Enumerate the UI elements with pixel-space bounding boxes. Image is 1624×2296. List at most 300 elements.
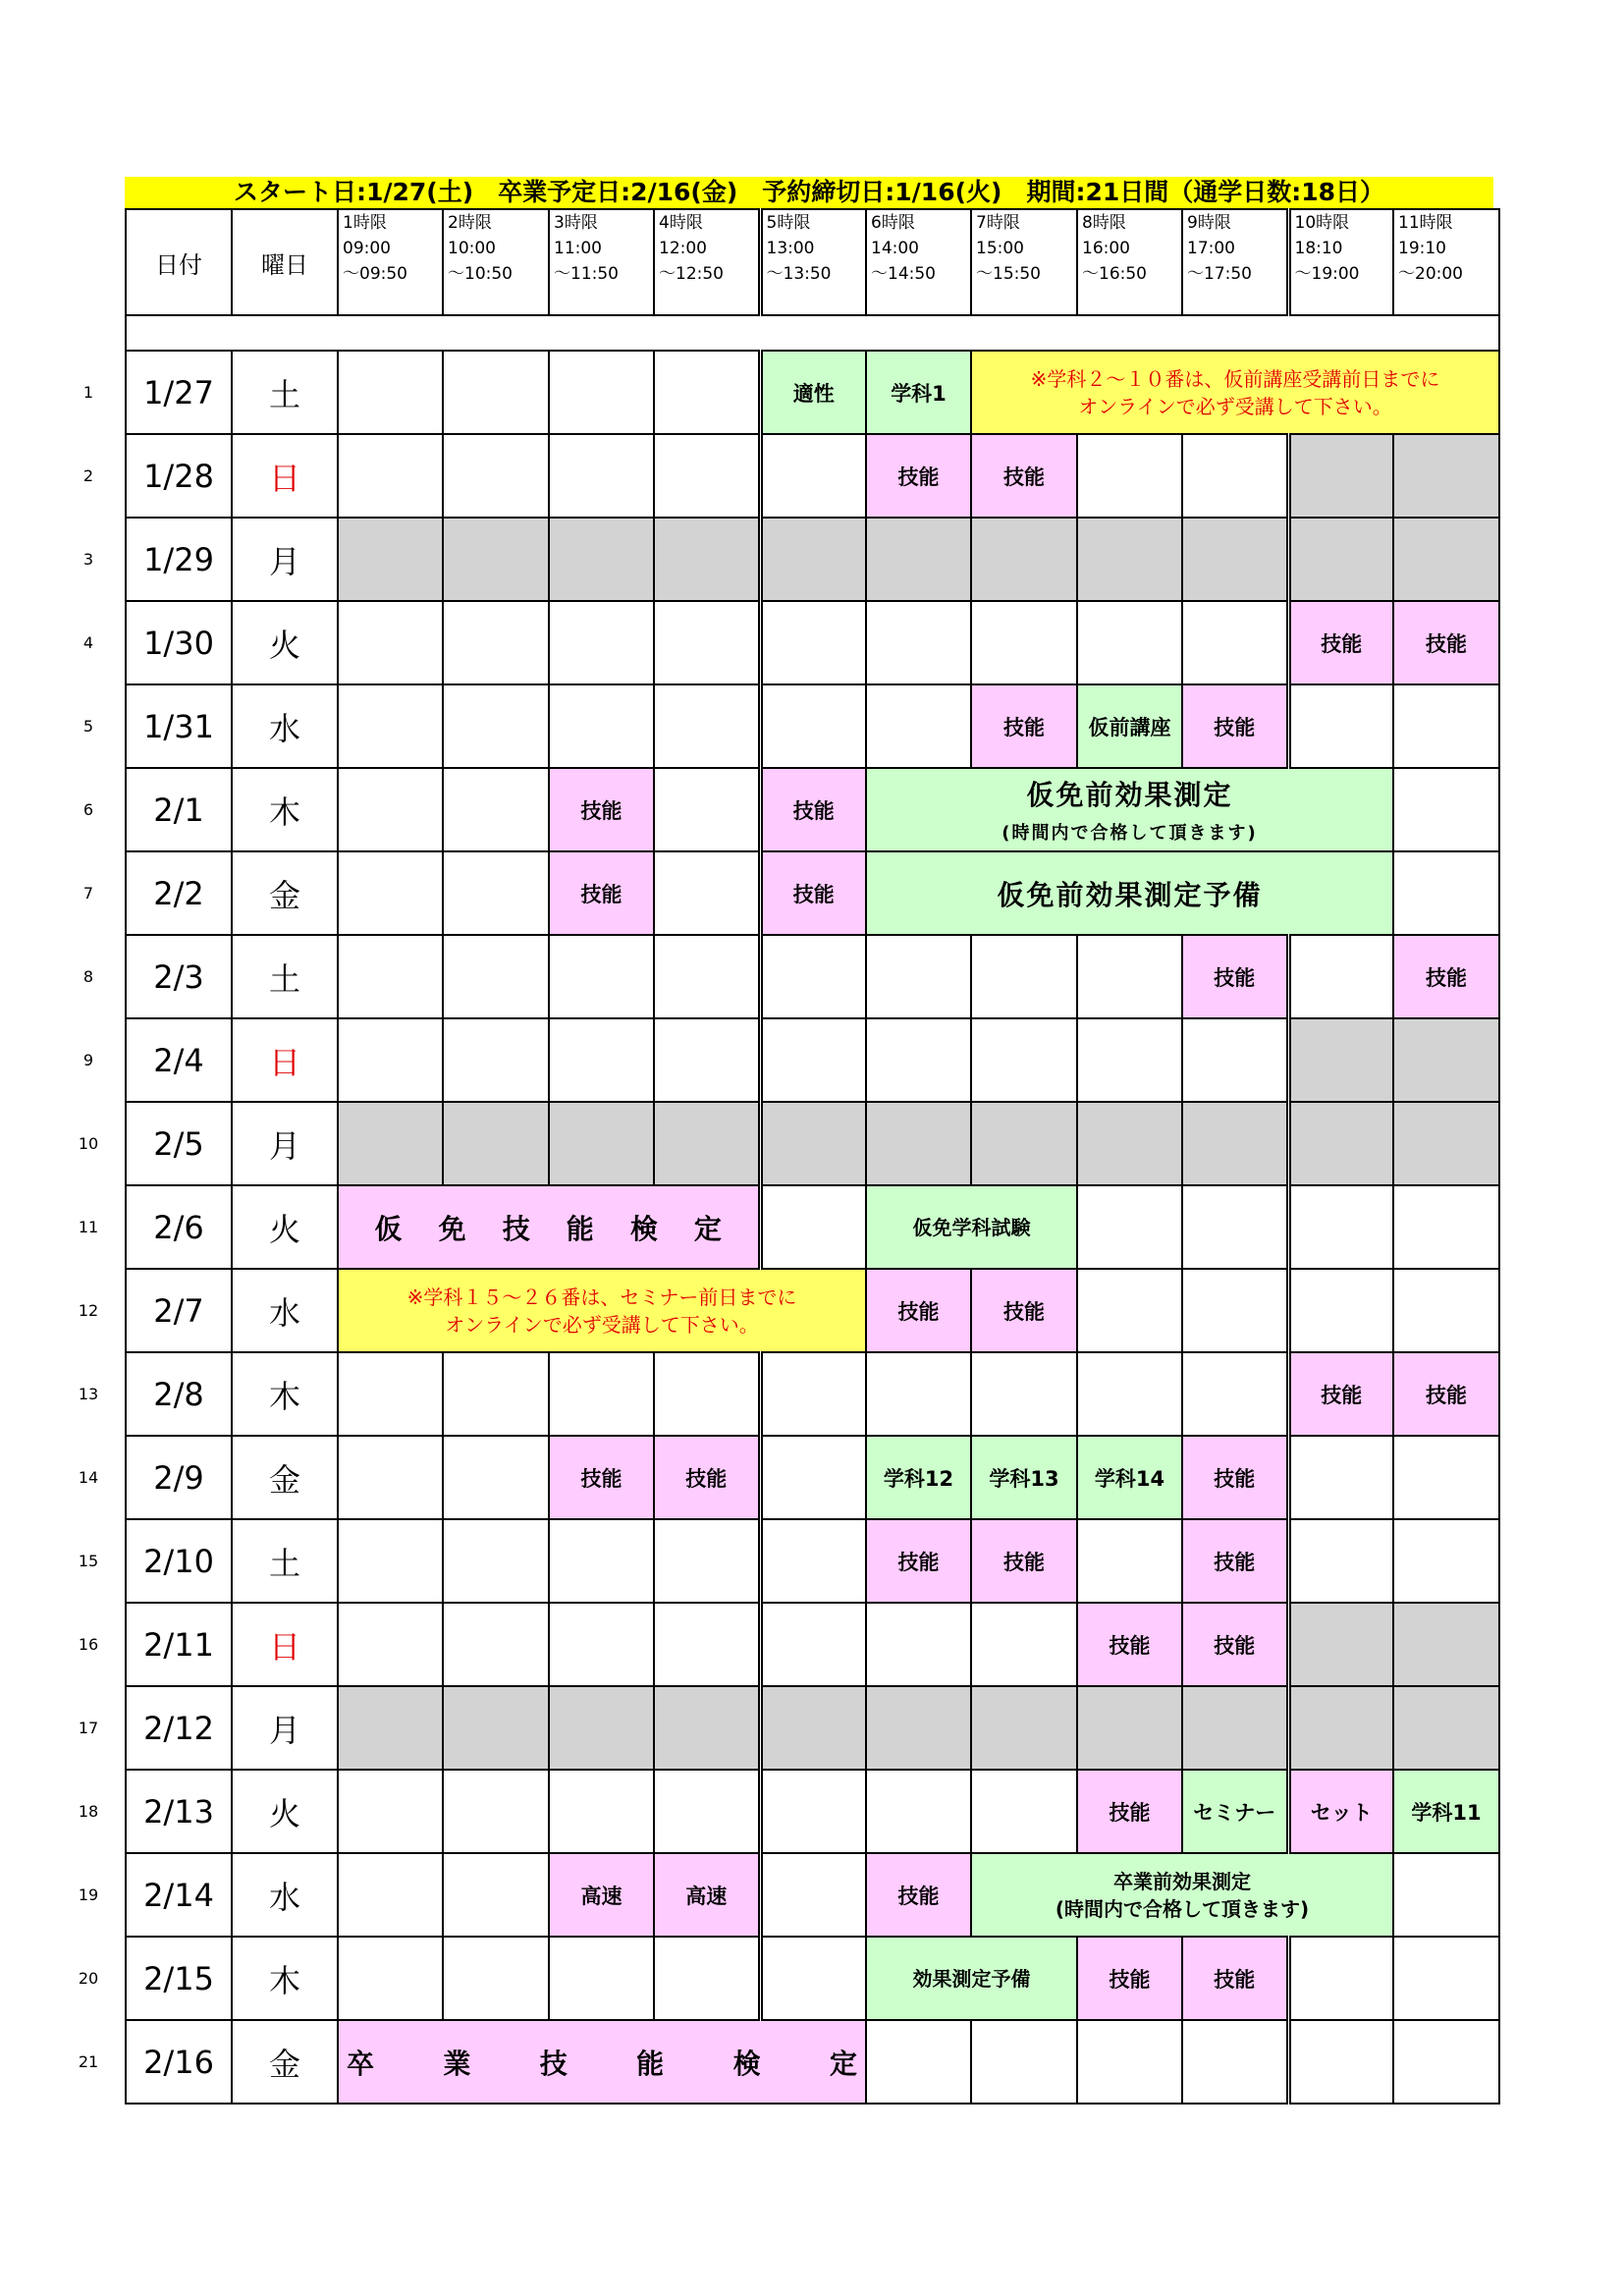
empty-slot-cell: [443, 768, 549, 851]
period-header-6: 6時限 14:00 ～14:50: [866, 209, 971, 315]
weekday-cell: 月: [232, 1686, 338, 1770]
empty-slot-cell: [338, 1603, 443, 1686]
empty-slot-cell: [1288, 434, 1393, 518]
empty-slot-cell: [443, 851, 549, 935]
empty-slot-cell: [866, 1102, 971, 1185]
empty-slot-cell: [549, 1937, 654, 2020]
empty-slot-cell: [654, 1686, 760, 1770]
slot-cell: 技能: [1182, 1519, 1288, 1603]
date-cell: 2/3: [126, 935, 232, 1018]
slot-cell: 技能: [1182, 1603, 1288, 1686]
period-header-10: 10時限 18:10 ～19:00: [1288, 209, 1393, 315]
empty-slot-cell: [971, 1102, 1077, 1185]
empty-slot-cell: [338, 1853, 443, 1937]
weekday-cell: 金: [232, 1436, 338, 1519]
empty-slot-cell: [760, 434, 866, 518]
row-number: 18: [78, 1801, 99, 1821]
weekday-cell: 土: [232, 1519, 338, 1603]
cell-subtext: (時間内で合格して頂きます): [1001, 823, 1258, 844]
empty-slot-cell: [654, 601, 760, 684]
slot-cell: 技能: [971, 1269, 1077, 1352]
row-number: 1: [82, 382, 94, 402]
row-number: 6: [82, 799, 94, 819]
slot-cell: 技能: [866, 1269, 971, 1352]
row-number: 19: [78, 1885, 99, 1904]
empty-slot-cell: [443, 1352, 549, 1436]
schedule-row: [126, 518, 1499, 601]
empty-slot-cell: [1182, 2020, 1288, 2104]
period-header-2: 2時限 10:00 ～10:50: [443, 209, 549, 315]
empty-slot-cell: [1288, 1519, 1393, 1603]
empty-slot-cell: [338, 1937, 443, 2020]
empty-slot-cell: [338, 851, 443, 935]
slot-cell: 技能: [760, 768, 866, 851]
period-header-4: 4時限 12:00 ～12:50: [654, 209, 760, 315]
empty-slot-cell: [1393, 684, 1499, 768]
empty-slot-cell: [654, 684, 760, 768]
row-number: 5: [82, 716, 94, 736]
row-number: 16: [78, 1634, 99, 1654]
empty-slot-cell: [443, 935, 549, 1018]
empty-slot-cell: [1288, 1102, 1393, 1185]
schedule-row: [126, 1185, 1499, 1269]
empty-slot-cell: [654, 351, 760, 434]
date-cell: 2/1: [126, 768, 232, 851]
slot-cell: ※学科１５～２６番は、セミナー前日までに オンラインで必ず受講して下さい。: [338, 1269, 866, 1352]
slot-cell: 技能: [1182, 1937, 1288, 2020]
empty-slot-cell: [549, 1686, 654, 1770]
period-header-8: 8時限 16:00 ～16:50: [1077, 209, 1182, 315]
row-number: 8: [82, 966, 94, 986]
slot-cell: 学科14: [1077, 1436, 1182, 1519]
period-header-3: 3時限 11:00 ～11:50: [549, 209, 654, 315]
empty-slot-cell: [1393, 434, 1499, 518]
date-cell: 2/14: [126, 1853, 232, 1937]
empty-slot-cell: [1288, 935, 1393, 1018]
empty-slot-cell: [654, 1102, 760, 1185]
schedule-row: [126, 1102, 1499, 1185]
empty-slot-cell: [1288, 2020, 1393, 2104]
empty-slot-cell: [549, 1519, 654, 1603]
period-header-9: 9時限 17:00 ～17:50: [1182, 209, 1288, 315]
empty-slot-cell: [443, 1436, 549, 1519]
slot-cell: 仮免学科試験: [866, 1185, 1077, 1269]
header-row: [126, 209, 1499, 315]
empty-slot-cell: [1288, 684, 1393, 768]
slot-cell: 学科13: [971, 1436, 1077, 1519]
date-header: 日付: [126, 209, 232, 315]
empty-slot-cell: [1077, 1352, 1182, 1436]
weekday-cell: 水: [232, 684, 338, 768]
empty-slot-cell: [760, 684, 866, 768]
date-cell: 2/16: [126, 2020, 232, 2104]
slot-cell: 技能: [549, 1436, 654, 1519]
empty-slot-cell: [443, 1853, 549, 1937]
empty-slot-cell: [654, 434, 760, 518]
slot-cell: 技能: [1182, 1436, 1288, 1519]
weekday-cell: 火: [232, 1185, 338, 1269]
empty-slot-cell: [338, 1686, 443, 1770]
empty-slot-cell: [1077, 1185, 1182, 1269]
empty-slot-cell: [443, 518, 549, 601]
empty-slot-cell: [1077, 434, 1182, 518]
date-cell: 2/7: [126, 1269, 232, 1352]
empty-slot-cell: [443, 1937, 549, 2020]
empty-slot-cell: [1182, 1352, 1288, 1436]
empty-slot-cell: [1077, 1269, 1182, 1352]
empty-slot-cell: [1077, 1102, 1182, 1185]
slot-cell: 適性: [760, 351, 866, 434]
slot-cell: 効果測定予備: [866, 1937, 1077, 2020]
empty-slot-cell: [1288, 1937, 1393, 2020]
slot-cell: セット: [1288, 1770, 1393, 1853]
schedule-row: [126, 601, 1499, 684]
date-cell: 1/27: [126, 351, 232, 434]
empty-slot-cell: [971, 518, 1077, 601]
slot-cell: ※学科２～１０番は、仮前講座受講前日までに オンラインで必ず受講して下さい。: [971, 351, 1499, 434]
row-number: 2: [82, 465, 94, 485]
empty-slot-cell: [971, 935, 1077, 1018]
schedule-row: [126, 1937, 1499, 2020]
empty-slot-cell: [549, 1770, 654, 1853]
empty-slot-cell: [1182, 434, 1288, 518]
empty-slot-cell: [760, 1853, 866, 1937]
empty-slot-cell: [760, 1519, 866, 1603]
slot-cell: セミナー: [1182, 1770, 1288, 1853]
empty-slot-cell: [338, 1436, 443, 1519]
date-cell: 2/2: [126, 851, 232, 935]
weekday-cell: 火: [232, 601, 338, 684]
row-number: 14: [78, 1467, 99, 1487]
schedule-row: [126, 768, 1499, 851]
row-number: 9: [82, 1050, 94, 1069]
empty-slot-cell: [1182, 1018, 1288, 1102]
empty-slot-cell: [1393, 2020, 1499, 2104]
row-number: 21: [78, 2051, 99, 2071]
empty-slot-cell: [760, 518, 866, 601]
weekday-cell: 日: [232, 1603, 338, 1686]
schedule-banner: スタート日:1/27(土) 卒業予定日:2/16(金) 予約締切日:1/16(火) 期間:21日間（通学日数:18日）: [125, 177, 1493, 208]
empty-slot-cell: [760, 1436, 866, 1519]
empty-slot-cell: [971, 1352, 1077, 1436]
empty-slot-cell: [654, 1603, 760, 1686]
slot-cell: 技能: [866, 434, 971, 518]
empty-slot-cell: [760, 1770, 866, 1853]
weekday-cell: 木: [232, 1352, 338, 1436]
row-number: 17: [78, 1718, 99, 1737]
weekday-cell: 金: [232, 2020, 338, 2104]
schedule-row: [126, 1018, 1499, 1102]
slot-cell: 技能: [549, 851, 654, 935]
schedule-row: [126, 1269, 1499, 1352]
empty-slot-cell: [1182, 518, 1288, 601]
empty-slot-cell: [866, 1686, 971, 1770]
date-cell: 2/15: [126, 1937, 232, 2020]
empty-slot-cell: [654, 1352, 760, 1436]
empty-slot-cell: [866, 2020, 971, 2104]
spacer-row: [126, 315, 1499, 351]
slot-cell: 技能: [971, 1519, 1077, 1603]
row-number: 3: [82, 549, 94, 569]
empty-slot-cell: [866, 601, 971, 684]
schedule-row: [126, 434, 1499, 518]
slot-cell: 技能: [1077, 1603, 1182, 1686]
empty-slot-cell: [549, 434, 654, 518]
slot-cell: 卒業前効果測定 (時間内で合格して頂きます): [971, 1853, 1393, 1937]
empty-slot-cell: [760, 1686, 866, 1770]
empty-slot-cell: [1393, 1436, 1499, 1519]
date-cell: 1/31: [126, 684, 232, 768]
date-cell: 2/4: [126, 1018, 232, 1102]
empty-slot-cell: [338, 1770, 443, 1853]
empty-slot-cell: [338, 1352, 443, 1436]
empty-slot-cell: [1288, 1185, 1393, 1269]
empty-slot-cell: [1077, 518, 1182, 601]
empty-slot-cell: [1393, 1018, 1499, 1102]
weekday-cell: 月: [232, 518, 338, 601]
empty-slot-cell: [443, 1102, 549, 1185]
date-cell: 2/5: [126, 1102, 232, 1185]
empty-slot-cell: [338, 601, 443, 684]
date-cell: 2/8: [126, 1352, 232, 1436]
empty-slot-cell: [1288, 1269, 1393, 1352]
empty-slot-cell: [1288, 1018, 1393, 1102]
empty-slot-cell: [443, 1686, 549, 1770]
schedule-row: [126, 1770, 1499, 1853]
empty-slot-cell: [760, 1603, 866, 1686]
date-cell: 1/30: [126, 601, 232, 684]
schedule-row: [126, 1603, 1499, 1686]
slot-cell: 技能: [1393, 935, 1499, 1018]
empty-slot-cell: [443, 684, 549, 768]
slot-cell: 技能: [549, 768, 654, 851]
slot-cell: 技能: [1393, 601, 1499, 684]
slot-cell: 技能: [1393, 1352, 1499, 1436]
row-number: 20: [78, 1968, 99, 1988]
empty-slot-cell: [866, 518, 971, 601]
empty-slot-cell: [443, 601, 549, 684]
empty-slot-cell: [1077, 2020, 1182, 2104]
slot-cell: 技能: [1182, 684, 1288, 768]
weekday-cell: 木: [232, 768, 338, 851]
slot-cell: 仮免前効果測定予備: [866, 851, 1393, 935]
slot-cell: 仮前講座: [1077, 684, 1182, 768]
empty-slot-cell: [443, 1519, 549, 1603]
schedule-row: [126, 684, 1499, 768]
empty-slot-cell: [338, 768, 443, 851]
slot-cell: 技能: [760, 851, 866, 935]
empty-slot-cell: [1393, 1686, 1499, 1770]
spaced-label: 仮 免 技 能 検 定: [374, 1212, 722, 1245]
empty-slot-cell: [443, 351, 549, 434]
weekday-cell: 日: [232, 1018, 338, 1102]
date-cell: 1/28: [126, 434, 232, 518]
empty-slot-cell: [1077, 1018, 1182, 1102]
empty-slot-cell: [760, 1185, 866, 1269]
empty-slot-cell: [1077, 935, 1182, 1018]
period-header-5: 5時限 13:00 ～13:50: [760, 209, 866, 315]
period-header-1: 1時限 09:00 ～09:50: [338, 209, 443, 315]
spaced-label: 卒 業 技 能 検 定: [347, 2047, 857, 2080]
empty-slot-cell: [549, 1603, 654, 1686]
empty-slot-cell: [1182, 1686, 1288, 1770]
empty-slot-cell: [866, 935, 971, 1018]
empty-slot-cell: [1393, 1269, 1499, 1352]
empty-slot-cell: [1288, 1603, 1393, 1686]
empty-slot-cell: [1393, 851, 1499, 935]
empty-slot-cell: [338, 684, 443, 768]
empty-slot-cell: [338, 1018, 443, 1102]
empty-slot-cell: [1393, 1853, 1499, 1937]
empty-slot-cell: [443, 434, 549, 518]
date-cell: 2/10: [126, 1519, 232, 1603]
empty-slot-cell: [1077, 1519, 1182, 1603]
empty-slot-cell: [338, 1102, 443, 1185]
slot-cell: 技能: [866, 1519, 971, 1603]
weekday-cell: 火: [232, 1770, 338, 1853]
slot-cell: 学科1: [866, 351, 971, 434]
empty-slot-cell: [1393, 1603, 1499, 1686]
empty-slot-cell: [971, 601, 1077, 684]
empty-slot-cell: [1393, 1937, 1499, 2020]
empty-slot-cell: [654, 1519, 760, 1603]
slot-cell: 技能: [1077, 1770, 1182, 1853]
schedule-row: [126, 851, 1499, 935]
weekday-cell: 水: [232, 1853, 338, 1937]
empty-slot-cell: [443, 1770, 549, 1853]
slot-cell: 仮免前効果測定 (時間内で合格して頂きます): [866, 768, 1393, 851]
row-number: 4: [82, 632, 94, 652]
schedule-table: [125, 208, 1500, 2105]
weekday-cell: 土: [232, 935, 338, 1018]
slot-cell: 学科11: [1393, 1770, 1499, 1853]
empty-slot-cell: [654, 518, 760, 601]
empty-slot-cell: [1393, 1185, 1499, 1269]
empty-slot-cell: [1393, 518, 1499, 601]
empty-slot-cell: [549, 518, 654, 601]
period-header-11: 11時限 19:10 ～20:00: [1393, 209, 1499, 315]
empty-slot-cell: [443, 1018, 549, 1102]
date-cell: 2/11: [126, 1603, 232, 1686]
empty-slot-cell: [654, 851, 760, 935]
empty-slot-cell: [760, 601, 866, 684]
weekday-cell: 月: [232, 1102, 338, 1185]
empty-slot-cell: [338, 434, 443, 518]
schedule-row: [126, 1352, 1499, 1436]
date-cell: 2/12: [126, 1686, 232, 1770]
slot-cell: [338, 1185, 760, 1269]
row-number: 12: [78, 1300, 99, 1320]
empty-slot-cell: [1393, 1102, 1499, 1185]
empty-slot-cell: [971, 1018, 1077, 1102]
schedule-row: [126, 351, 1499, 434]
row-number: 15: [78, 1551, 99, 1570]
slot-cell: 技能: [1288, 601, 1393, 684]
empty-slot-cell: [549, 1102, 654, 1185]
period-header-7: 7時限 15:00 ～15:50: [971, 209, 1077, 315]
empty-slot-cell: [338, 518, 443, 601]
empty-slot-cell: [1182, 1269, 1288, 1352]
empty-slot-cell: [971, 1603, 1077, 1686]
empty-slot-cell: [971, 1770, 1077, 1853]
schedule-row: [126, 1686, 1499, 1770]
weekday-cell: 日: [232, 434, 338, 518]
slot-cell: 技能: [1182, 935, 1288, 1018]
empty-slot-cell: [1182, 1102, 1288, 1185]
empty-slot-cell: [866, 684, 971, 768]
empty-slot-cell: [338, 935, 443, 1018]
slot-cell: 技能: [1288, 1352, 1393, 1436]
empty-slot-cell: [760, 935, 866, 1018]
empty-slot-cell: [338, 351, 443, 434]
slot-cell: 技能: [971, 684, 1077, 768]
weekday-cell: 金: [232, 851, 338, 935]
row-number: 11: [78, 1217, 99, 1236]
empty-slot-cell: [971, 1686, 1077, 1770]
empty-slot-cell: [1077, 1686, 1182, 1770]
empty-slot-cell: [1182, 1185, 1288, 1269]
empty-slot-cell: [866, 1018, 971, 1102]
empty-slot-cell: [1393, 768, 1499, 851]
empty-slot-cell: [654, 1018, 760, 1102]
slot-cell: 技能: [971, 434, 1077, 518]
schedule-row: [126, 935, 1499, 1018]
empty-slot-cell: [760, 1937, 866, 2020]
empty-slot-cell: [760, 1018, 866, 1102]
empty-slot-cell: [866, 1770, 971, 1853]
empty-slot-cell: [549, 601, 654, 684]
slot-cell: 高速: [549, 1853, 654, 1937]
slot-cell: [338, 2020, 866, 2104]
slot-cell: 学科12: [866, 1436, 971, 1519]
empty-slot-cell: [760, 1102, 866, 1185]
weekday-header: 曜日: [232, 209, 338, 315]
empty-slot-cell: [654, 1770, 760, 1853]
empty-slot-cell: [1182, 601, 1288, 684]
empty-slot-cell: [654, 935, 760, 1018]
row-number: 13: [78, 1384, 99, 1403]
date-cell: 2/6: [126, 1185, 232, 1269]
empty-slot-cell: [1288, 1436, 1393, 1519]
empty-slot-cell: [1393, 1519, 1499, 1603]
date-cell: 1/29: [126, 518, 232, 601]
row-number: 7: [82, 883, 94, 902]
schedule-row: [126, 1436, 1499, 1519]
empty-slot-cell: [338, 1519, 443, 1603]
empty-slot-cell: [549, 351, 654, 434]
empty-slot-cell: [549, 1352, 654, 1436]
weekday-cell: 木: [232, 1937, 338, 2020]
spacer-cell: [126, 315, 1499, 351]
slot-cell: 高速: [654, 1853, 760, 1937]
date-cell: 2/13: [126, 1770, 232, 1853]
empty-slot-cell: [760, 1352, 866, 1436]
date-cell: 2/9: [126, 1436, 232, 1519]
row-number: 10: [78, 1133, 99, 1153]
empty-slot-cell: [1077, 601, 1182, 684]
empty-slot-cell: [443, 1603, 549, 1686]
weekday-cell: 水: [232, 1269, 338, 1352]
empty-slot-cell: [866, 1603, 971, 1686]
empty-slot-cell: [654, 768, 760, 851]
slot-cell: 技能: [866, 1853, 971, 1937]
empty-slot-cell: [971, 2020, 1077, 2104]
weekday-cell: 土: [232, 351, 338, 434]
empty-slot-cell: [549, 684, 654, 768]
schedule-row: [126, 1853, 1499, 1937]
empty-slot-cell: [866, 1352, 971, 1436]
empty-slot-cell: [654, 1937, 760, 2020]
